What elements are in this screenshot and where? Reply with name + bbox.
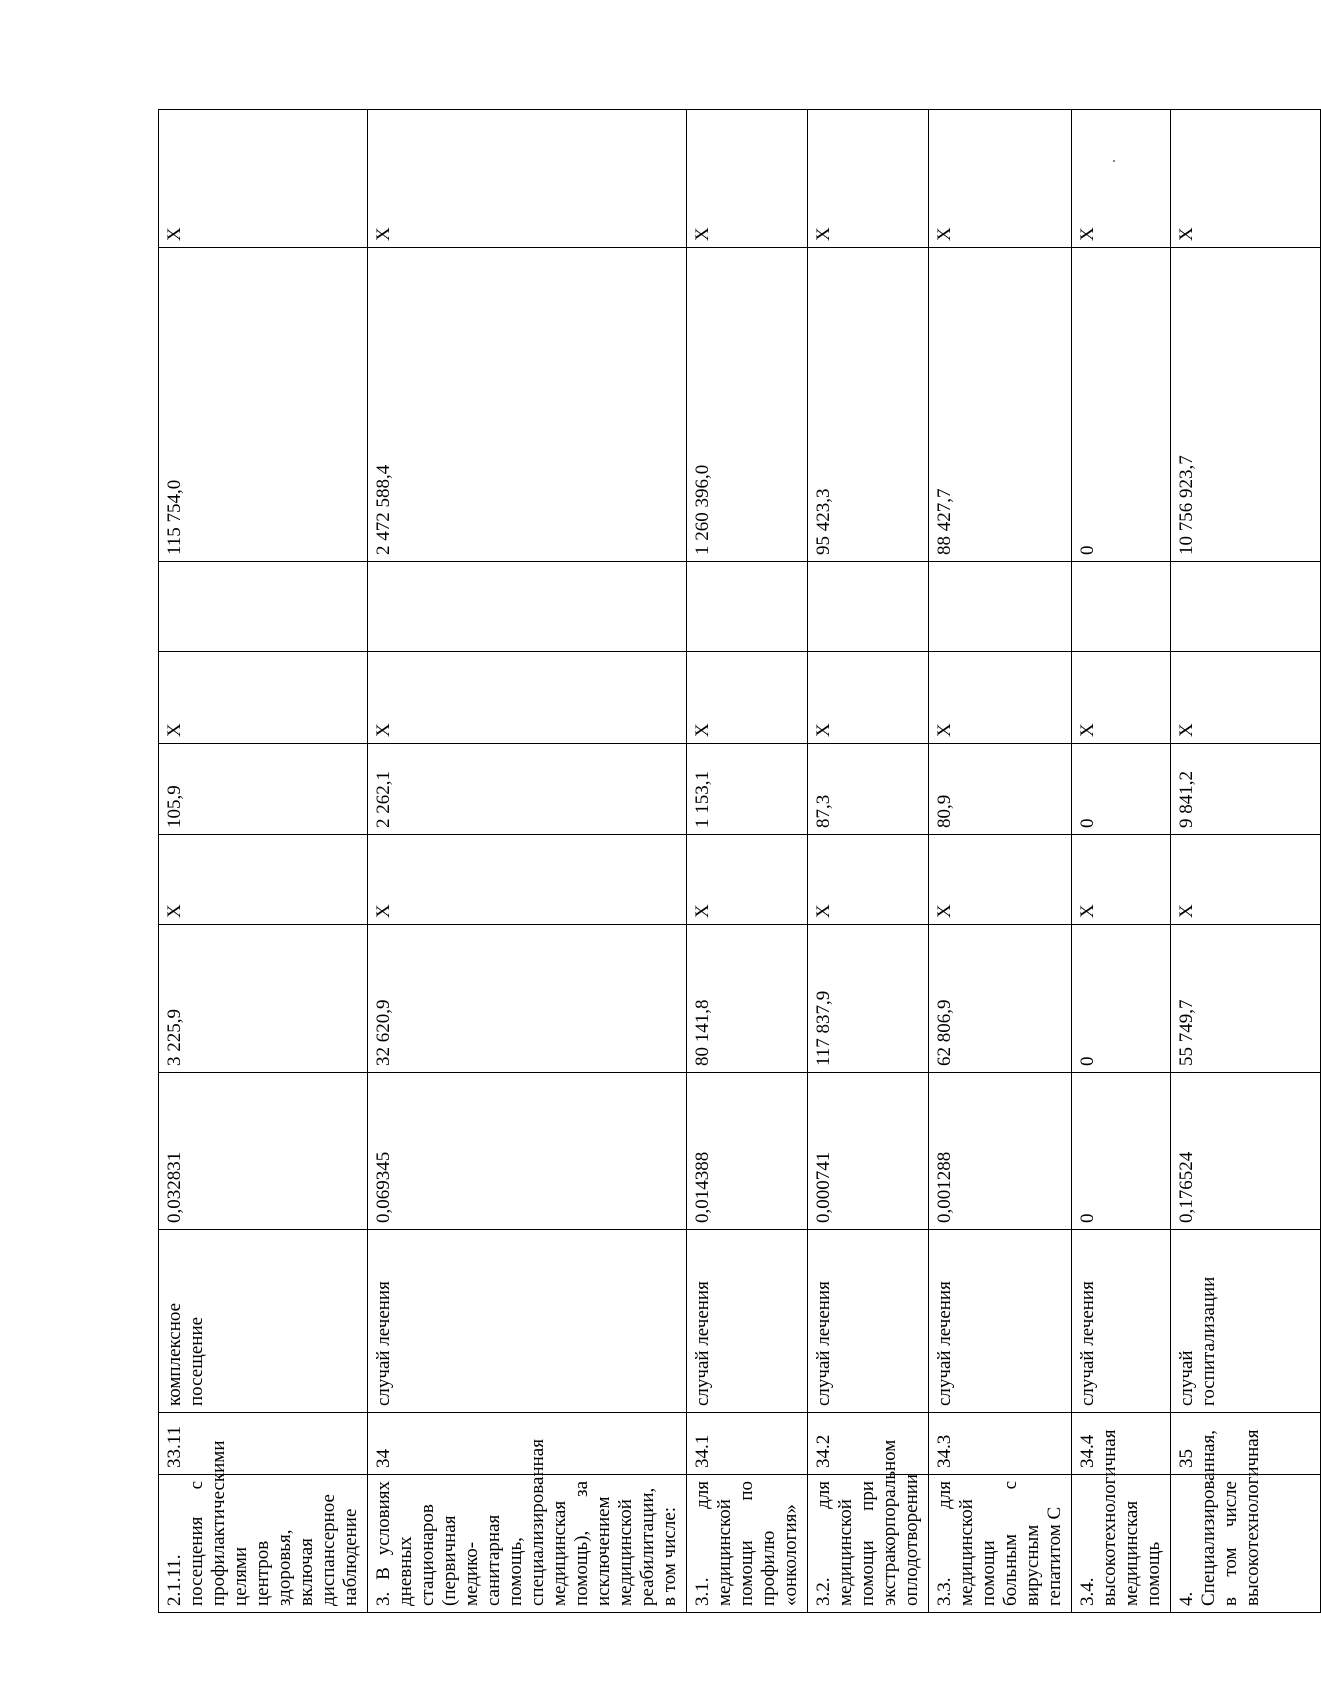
row-value: 115 754,0 xyxy=(159,248,368,562)
table-row xyxy=(1072,110,1171,1613)
row-empty xyxy=(159,562,368,652)
table-row xyxy=(929,110,1072,1613)
row-empty xyxy=(1072,562,1171,652)
row-value: 2 262,1 xyxy=(368,744,687,835)
row-value: 80,9 xyxy=(929,744,1072,835)
row-x: X xyxy=(929,110,1072,248)
row-cost: 117 837,9 xyxy=(808,925,929,1073)
row-unit: случай лечения xyxy=(687,1230,808,1413)
row-x: X xyxy=(1171,835,1321,925)
row-value: 95 423,3 xyxy=(808,248,929,562)
row-cost: 62 806,9 xyxy=(929,925,1072,1073)
row-value: 105,9 xyxy=(159,744,368,835)
row-norm: 0,032831 xyxy=(159,1073,368,1230)
row-x: X xyxy=(687,652,808,744)
row-number: 34.1 xyxy=(687,1413,808,1475)
row-number: 34.2 xyxy=(808,1413,929,1475)
row-empty xyxy=(929,562,1072,652)
row-norm: 0,069345 xyxy=(368,1073,687,1230)
row-name: 2.1.11. посещения с профилактическими целями центров здоровья, включая диспансерное наблюдение xyxy=(159,1475,368,1613)
row-empty xyxy=(368,562,687,652)
row-empty xyxy=(808,562,929,652)
row-value: 0 xyxy=(1072,744,1171,835)
row-unit: случай лечения xyxy=(929,1230,1072,1413)
row-empty xyxy=(1171,562,1321,652)
row-x: X xyxy=(368,110,687,248)
row-norm: 0,001288 xyxy=(929,1073,1072,1230)
row-x: X xyxy=(808,652,929,744)
row-x: X xyxy=(687,110,808,248)
row-number: 34.3 xyxy=(929,1413,1072,1475)
row-norm: 0,000741 xyxy=(808,1073,929,1230)
row-x: X xyxy=(1072,110,1171,248)
row-number: 34 xyxy=(368,1413,687,1475)
row-x: X xyxy=(1171,652,1321,744)
row-value: 9 841,2 xyxy=(1171,744,1321,835)
row-x: X xyxy=(1072,652,1171,744)
row-unit: комплексное посещение xyxy=(159,1230,368,1413)
row-x: X xyxy=(1171,110,1321,248)
row-name: 4. Специализированная, в том числе высокотехнологичная xyxy=(1171,1475,1321,1613)
row-number: 33.11 xyxy=(159,1413,368,1475)
row-value: 10 756 923,7 xyxy=(1171,248,1321,562)
row-x: X xyxy=(1072,835,1171,925)
row-name: 3.4. высокотехнологичная медицинская помощь xyxy=(1072,1475,1171,1613)
row-empty xyxy=(687,562,808,652)
row-x: X xyxy=(808,110,929,248)
row-x: X xyxy=(159,652,368,744)
row-name: 3. В условиях дневных стационаров (первичная медико-санитарная помощь, специализированная медицинская помощь), за исключением медицинской реабилитации, в том числе: xyxy=(368,1475,687,1613)
table-row xyxy=(1171,110,1321,1613)
row-cost: 3 225,9 xyxy=(159,925,368,1073)
row-norm: 0 xyxy=(1072,1073,1171,1230)
row-value: 0 xyxy=(1072,248,1171,562)
row-value: 87,3 xyxy=(808,744,929,835)
row-name: 3.1. для медицинской помощи по профилю «онкология» xyxy=(687,1475,808,1613)
row-unit: случай лечения xyxy=(368,1230,687,1413)
row-value: 1 260 396,0 xyxy=(687,248,808,562)
table-row xyxy=(687,110,808,1613)
row-x: X xyxy=(929,835,1072,925)
row-name: 3.3. для медицинской помощи больным с вирусным гепатитом С xyxy=(929,1475,1072,1613)
table-row xyxy=(159,110,368,1613)
row-norm: 0,176524 xyxy=(1171,1073,1321,1230)
tariff-table xyxy=(158,109,1321,1613)
row-name: 3.2. для медицинской помощи при экстракорпоральном оплодотворении xyxy=(808,1475,929,1613)
row-number: 34.4 xyxy=(1072,1413,1171,1475)
row-x: X xyxy=(159,110,368,248)
row-cost: 80 141,8 xyxy=(687,925,808,1073)
row-cost: 55 749,7 xyxy=(1171,925,1321,1073)
row-unit: случай лечения xyxy=(1072,1230,1171,1413)
row-cost: 32 620,9 xyxy=(368,925,687,1073)
row-value: 2 472 588,4 xyxy=(368,248,687,562)
row-x: X xyxy=(929,652,1072,744)
row-norm: 0,014388 xyxy=(687,1073,808,1230)
row-cost: 0 xyxy=(1072,925,1171,1073)
row-number: 35 xyxy=(1171,1413,1321,1475)
row-x: X xyxy=(687,835,808,925)
row-x: X xyxy=(368,835,687,925)
row-x: X xyxy=(808,835,929,925)
rotated-page xyxy=(158,110,1263,1613)
row-x: X xyxy=(368,652,687,744)
row-value: 1 153,1 xyxy=(687,744,808,835)
row-x: X xyxy=(159,835,368,925)
table-row xyxy=(808,110,929,1613)
row-unit: случай госпитализации xyxy=(1171,1230,1321,1413)
row-value: 88 427,7 xyxy=(929,248,1072,562)
row-unit: случай лечения xyxy=(808,1230,929,1413)
table-row xyxy=(368,110,687,1613)
